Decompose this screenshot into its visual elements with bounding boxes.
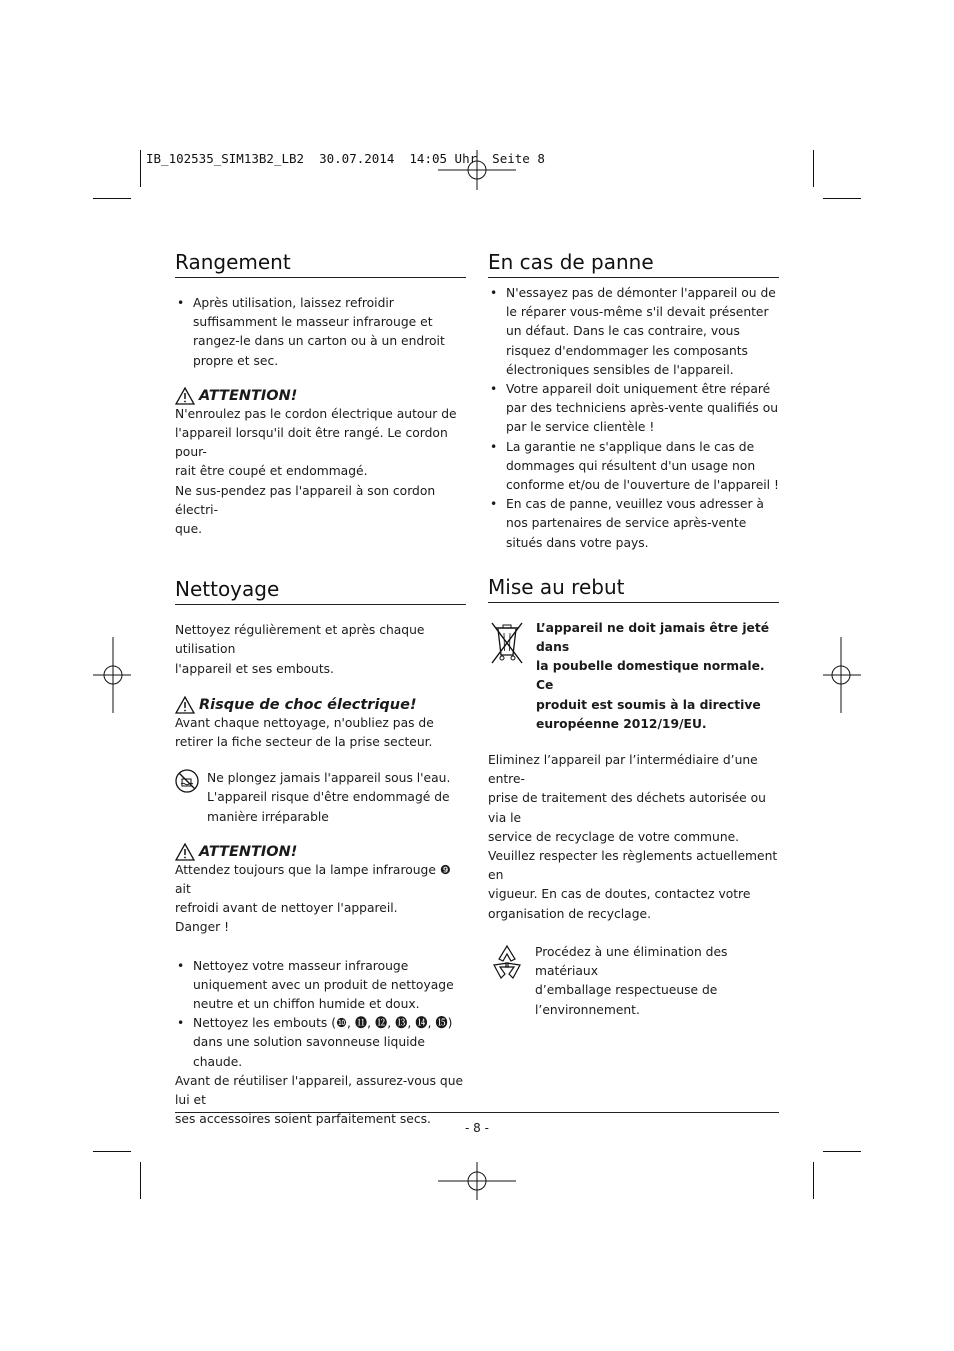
list-item: • Nettoyez votre masseur infrarouge uniquement avec un produit de nettoyage neutre et un chiffon humide et doux.	[175, 957, 466, 1015]
no-immersion-text	[207, 769, 450, 827]
text-line: prise de traitement des déchets autorisée ou via le	[488, 791, 766, 825]
crop-mark	[140, 150, 141, 187]
text-line: Avant chaque nettoyage, n'oubliez pas de	[175, 715, 434, 730]
section-title-rangement: Rangement	[175, 250, 466, 278]
text-line: l'appareil lorsqu'il doit être rangé. Le cordon pour-	[175, 426, 448, 460]
crop-mark	[93, 1151, 131, 1152]
shock-warning-text	[175, 714, 466, 752]
no-immersion-note	[175, 769, 466, 827]
text-line: ses accessoires soient parfaitement secs.	[175, 1112, 431, 1127]
warning-heading	[175, 387, 466, 405]
text-line: Ne sus-pendez pas l'appareil à son cordon électri-	[175, 483, 436, 517]
text-line: que.	[175, 522, 203, 537]
crop-mark	[813, 150, 814, 187]
text-line: Attendez toujours que la lampe infrarouge ❾ ait	[175, 862, 451, 897]
text-line: Eliminez l’appareil par l’intermédiaire d’une entre-	[488, 753, 758, 787]
section-title-rebut: Mise au rebut	[488, 575, 779, 603]
registration-mark-icon	[438, 1162, 516, 1200]
text-line: retirer la fiche secteur de la prise secteur.	[175, 735, 433, 750]
right-column	[488, 250, 779, 1020]
list-item: • Nettoyez les embouts (❿, ⓫, ⓬, ⓭, ⓮, ⓯) dans une solution savonneuse liquide chaude.	[175, 1014, 466, 1072]
attention-title: ATTENTION!	[199, 843, 298, 860]
crop-mark	[823, 198, 861, 199]
list-item: • La garantie ne s'applique dans le cas de dommages qui résultent d'un usage non conforme et/ou de l'ouverture de l'appareil !	[488, 438, 779, 496]
registration-mark-icon	[823, 637, 861, 713]
warning-triangle-icon	[175, 696, 195, 714]
crop-mark	[823, 1151, 861, 1152]
text-line: Veuillez respecter les règlements actuellement en	[488, 849, 778, 883]
panne-list	[488, 284, 779, 553]
section-title-nettoyage: Nettoyage	[175, 577, 466, 605]
warning-title: ATTENTION!	[199, 387, 298, 404]
rebut-body	[488, 751, 779, 924]
section-title-panne: En cas de panne	[488, 250, 779, 278]
crop-mark	[93, 198, 131, 199]
text-line: vigueur. En cas de doutes, contactez votre	[488, 887, 751, 902]
page-number: - 8 -	[465, 1121, 489, 1135]
text-line: L’appareil ne doit jamais être jeté dans	[536, 620, 770, 655]
recycle-icon	[488, 943, 526, 981]
registration-mark-icon	[93, 637, 131, 713]
text-line: Ne plongez jamais l'appareil sous l'eau.	[207, 771, 451, 786]
attention-text	[175, 861, 466, 938]
text-line: d’emballage respectueuse de	[535, 983, 718, 998]
crop-mark	[813, 1162, 814, 1199]
nettoyage-list	[175, 957, 466, 1072]
text-line: refroidi avant de nettoyer l'appareil.	[175, 901, 398, 916]
recycle-note	[488, 943, 779, 1020]
no-water-immersion-icon	[175, 769, 199, 793]
list-item: • Votre appareil doit uniquement être réparé par des techniciens après-vente qualifiés ou par le service clientèle !	[488, 380, 779, 438]
text-line: service de recyclage de votre commune.	[488, 829, 740, 844]
text-line: européenne 2012/19/EU.	[536, 716, 707, 731]
weee-note	[488, 619, 779, 734]
text-line: N'enroulez pas le cordon électrique autour de	[175, 406, 457, 421]
text-line: rait être coupé et endommagé.	[175, 464, 368, 479]
footer-rule	[175, 1112, 779, 1113]
text-line: la poubelle domestique normale. Ce	[536, 659, 765, 693]
warning-triangle-icon	[175, 387, 195, 405]
list-item: • Après utilisation, laissez refroidir suffisamment le masseur infrarouge et rangez-le dans un carton ou à un endroit propre et sec.	[175, 294, 466, 371]
weee-text	[536, 619, 779, 734]
list-item: • En cas de panne, veuillez vous adresser à nos partenaires de service après-vente situés dans votre pays.	[488, 495, 779, 553]
nettoyage-intro	[175, 621, 466, 679]
text-line: Nettoyez régulièrement et après chaque utilisation	[175, 623, 425, 657]
attention-heading	[175, 843, 466, 861]
text-line: Procédez à une élimination des matériaux	[535, 944, 728, 979]
warning-text	[175, 405, 466, 539]
text-line: L'appareil risque d'être endommagé de	[207, 790, 450, 805]
text-line: l'appareil et ses embouts.	[175, 661, 334, 676]
recycle-text	[535, 943, 779, 1020]
text-line: Danger !	[175, 920, 230, 935]
rangement-list	[175, 294, 466, 371]
list-item: • N'essayez pas de démonter l'appareil ou de le réparer vous-même s'il devait présenter un défaut. Dans le cas contraire, vous risquez d'endommager les composants électroniques sensibles de l'appareil.	[488, 284, 779, 380]
text-line: organisation de recyclage.	[488, 906, 651, 921]
warning-triangle-icon	[175, 843, 195, 861]
shock-warning-title: Risque de choc électrique!	[199, 696, 417, 713]
shock-warning-heading	[175, 696, 466, 714]
crop-mark	[140, 1162, 141, 1199]
text-line: manière irréparable	[207, 809, 329, 824]
crossed-out-bin-icon	[488, 619, 526, 669]
left-column	[175, 250, 466, 1130]
print-slug: IB_102535_SIM13B2_LB2 30.07.2014 14:05 Uhr Seite 8	[146, 151, 545, 166]
text-line: l’environnement.	[535, 1002, 640, 1017]
text-line: Avant de réutiliser l'appareil, assurez-vous que lui et	[175, 1073, 464, 1108]
text-line: produit est soumis à la directive	[536, 697, 761, 712]
